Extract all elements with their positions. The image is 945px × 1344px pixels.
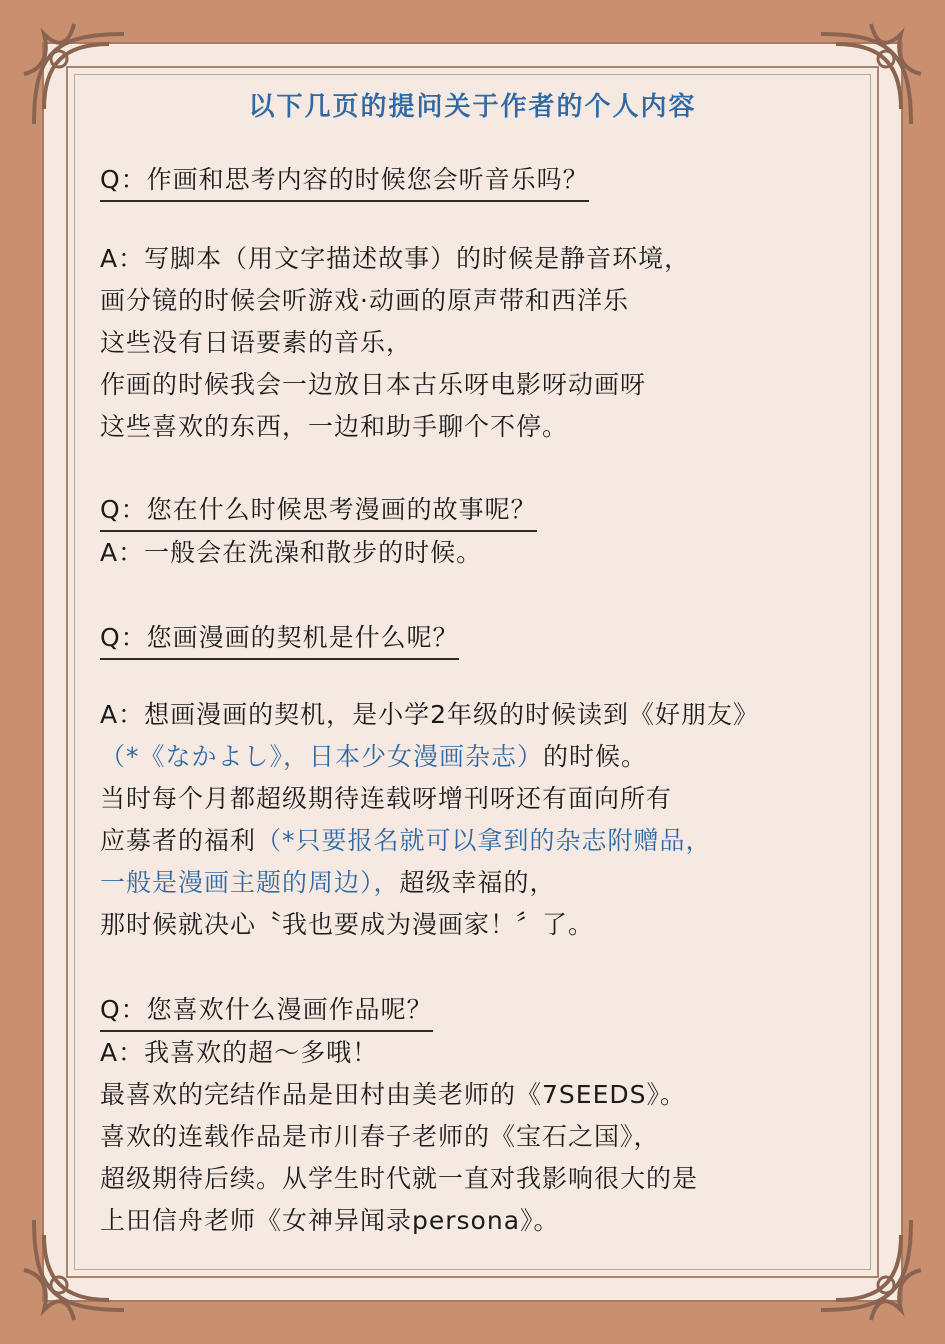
answer-line: 最喜欢的完结作品是田村由美老师的《7SEEDS》。 [100,1080,686,1109]
page [14,14,931,1330]
answer-line: A：一般会在洗澡和散步的时候。 [100,538,483,567]
answer-line: A：想画漫画的契机，是小学2年级的时候读到《好朋友》 [100,700,760,729]
answer-line [100,736,900,778]
answer [100,238,900,448]
answer-line: A：我喜欢的超～多哦！ [100,1038,379,1067]
translator-note: 一般是漫画主题的周边）， [100,868,400,897]
answer-line [100,862,900,904]
answer-line: 上田信舟老师《女神异闻录persona》。 [100,1206,560,1235]
answer-line: 这些没有日语要素的音乐， [100,328,413,357]
answer-line: 那时候就决心〝我也要成为漫画家！〞了。 [100,910,595,939]
answer-text: 的时候。 [543,742,648,771]
answer-line: 画分镜的时候会听游戏·动画的原声带和西洋乐 [100,286,629,315]
translator-note: （*《なかよし》，日本少女漫画杂志） [100,742,544,771]
answer-line: 当时每个月都超级期待连载呀增刊呀还有面向所有 [100,784,673,813]
answer-line: A：写脚本（用文字描述故事）的时候是静音环境， [100,244,691,273]
answer-text: 应募者的福利 [100,826,257,855]
answer-line: 喜欢的连载作品是市川春子老师的《宝石之国》， [100,1122,660,1151]
qa-content [100,160,900,1242]
answer [100,694,900,946]
qa-item-music [100,160,900,448]
question: Q：您画漫画的契机是什么呢？ [100,618,459,660]
answer-line [100,820,900,862]
answer [100,1032,900,1242]
question: Q：作画和思考内容的时候您会听音乐吗？ [100,160,589,202]
answer-line: 作画的时候我会一边放日本古乐呀电影呀动画呀 [100,370,647,399]
page-title: 以下几页的提问关于作者的个人内容 [248,92,697,122]
answer-line: 超级期待后续。从学生时代就一直对我影响很大的是 [100,1164,699,1193]
answer [100,532,900,574]
question: Q：您喜欢什么漫画作品呢？ [100,990,433,1032]
translator-note: （*只要报名就可以拿到的杂志附赠品， [256,826,712,855]
answer-text: 超级幸福的， [399,868,556,897]
qa-item-motivation [100,618,900,946]
question: Q：您在什么时候思考漫画的故事呢？ [100,490,537,532]
qa-item-favorites [100,990,900,1242]
qa-item-story [100,490,900,574]
answer-line: 这些喜欢的东西，一边和助手聊个不停。 [100,412,569,441]
